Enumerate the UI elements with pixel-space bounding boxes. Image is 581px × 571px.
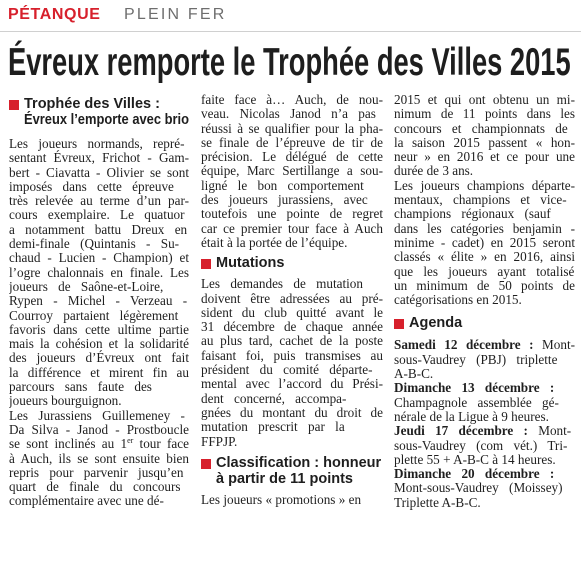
line-text: équipe, Marc Sertillange a sou- [201,163,383,179]
text-line [201,377,383,391]
text-line [9,337,189,351]
text-line [9,437,189,451]
line-text: doivent être adressées au pré- [201,290,383,306]
line-text: car ce premier tour face à Auch [201,220,383,236]
text-line [201,222,383,236]
line-text: ligné le bon comportement [201,177,364,193]
text-line [201,136,383,150]
line-text: gnées du montant du droit de [201,404,383,420]
line-text: Courroy partaient légèrement [9,307,179,323]
line-text: Les joueurs normands, repré- [9,136,185,151]
text-line [9,466,189,480]
line-text: Les demandes de mutation [201,276,363,292]
text-line [9,323,189,337]
text-segment: tour face [133,436,189,452]
line-text: Les joueurs « promotions » en [201,491,362,507]
text-line [201,150,383,164]
line-text: favoris dans cette ultime partie [9,321,189,337]
text-line [394,222,575,236]
text-line [9,208,189,222]
text-line [9,194,189,208]
line-text [394,381,554,395]
text-line [201,392,383,406]
paragraph [394,338,575,381]
line-text [9,437,189,451]
text-segment: se sont inclinés au 1 [9,436,128,452]
text-line [201,349,383,363]
line-text: demi-finale (Quintanis - Su- [9,236,180,252]
article-column-2 [201,93,383,569]
text-line [9,180,189,194]
text-segment: Mont- [527,423,572,439]
line-text: que les joueurs ayant totalisé [394,263,575,279]
heading-line [216,471,383,487]
text-line [201,334,383,348]
line-text: sident du club quitté avant le [201,304,383,320]
text-line [394,122,575,136]
line-text: dent concerné, accompa- [201,390,347,406]
text-line [394,107,575,121]
line-text: se finale de l’épreuve de tir de [201,134,383,150]
text-line [201,435,383,449]
line-text: Da Silva - Janod - Prostboucle [9,421,189,437]
text-line [9,394,189,408]
line-text: neur » en 2016 et ce pour une [394,149,575,165]
paragraph [9,409,189,509]
line-text: Champagnole assemblée gé- [394,394,559,410]
text-line [394,265,575,279]
line-text: mentaux, champions et vice- [394,192,567,208]
text-line [394,236,575,250]
text-line [394,279,575,293]
line-text: 2015 et qui ont obtenu un mi- [394,93,575,107]
text-line [394,179,575,193]
line-text: faisant foi, puis transmises au [201,347,383,363]
line-text: mutation prescrit par la [201,419,345,435]
line-text: un minimum de 50 points de [394,277,575,293]
line-text: quart de finale du concours [9,479,181,495]
text-line [9,366,189,380]
text-line [9,423,189,437]
text-line [394,193,575,207]
line-text: réussi à se qualifier pour la pha- [201,120,383,136]
line-text: des joueurs jurassiens, avec [201,192,368,208]
line-text: veau. Nicolas Janod n’a pas [201,106,376,122]
paragraph [394,467,575,510]
text-line [9,409,189,423]
text-line [9,137,189,151]
line-text: la saison 2015 passent « hon- [394,134,575,150]
text-line [9,380,189,394]
text-line [394,439,575,453]
heading-text: Agenda [409,315,463,332]
line-text [394,424,571,438]
text-line [9,266,189,280]
heading-text: Mutations [216,255,285,272]
text-line [201,164,383,178]
line-text: Triplette A-B-C. [394,494,481,510]
text-line [201,179,383,193]
text-line [394,453,575,467]
line-text: Les Jurassiens Guillemeney - [9,407,185,423]
line-text: Mont-sous-Vaudrey (Moissey) [394,480,563,496]
text-segment: Mont- [533,337,575,353]
article-headline: Évreux remporte le Trophée des Villes 2015 [8,41,571,84]
line-text: à Auch, ils se sont ensuite bien [9,450,189,466]
heading-line [24,112,189,128]
line-text: était à la portée de l’équipe. [201,234,348,250]
text-line [201,320,383,334]
line-text: cours exemplaire. Le quatuor [9,207,185,223]
text-line [394,164,575,178]
line-text: faite face à… Auch, de nou- [201,93,383,107]
text-line [201,292,383,306]
paragraph [9,137,189,409]
line-text: repris pour parvenir jusqu’en [9,464,184,480]
text-line [201,306,383,320]
line-text: 31 décembre de chaque année [201,319,383,335]
article-column-3 [394,93,575,569]
line-text: sous-Vaudrey (com vét.) Tri- [394,437,568,453]
red-square-bullet-icon [394,319,404,329]
text-line [9,223,189,237]
heading-line [409,315,575,331]
text-line [201,493,383,507]
header-divider [0,31,581,32]
line-text [394,338,575,352]
heading-line [216,455,383,471]
line-text: a notamment battu Dreux en [9,221,188,237]
text-line [394,467,575,481]
text-line [9,251,189,265]
paragraph [201,93,383,250]
section-heading [201,255,383,271]
line-text: président du comité départe- [201,362,373,378]
text-line [394,410,575,424]
line-text: concours et championnats de [394,120,568,136]
line-text: joueurs de Saône-et-Loire, [9,278,164,294]
text-line [394,396,575,410]
section-heading [9,96,189,128]
bold-text: Dimanche 13 décembre : [394,380,555,396]
red-square-bullet-icon [9,100,19,110]
text-line [394,150,575,164]
text-line [201,122,383,136]
superscript-text: er [127,436,134,446]
text-line [394,293,575,307]
text-line [201,406,383,420]
text-line [394,93,575,107]
text-line [9,309,189,323]
heading-line [216,255,383,271]
line-text: FFPJP. [201,433,238,449]
text-line [9,280,189,294]
text-line [201,107,383,121]
line-text: classés « élite » en 2016, ainsi [394,249,575,265]
text-line [201,420,383,434]
text-line [201,363,383,377]
line-text: chaud - Lucien - Champion) et [9,250,189,266]
text-line [394,481,575,495]
text-line [201,207,383,221]
red-square-bullet-icon [201,459,211,469]
line-text: Les joueurs champions départe- [394,177,575,193]
section-label: PLEIN FER [124,6,227,23]
line-text: plette 55 + A-B-C à 14 heures. [394,451,556,467]
line-text: précision. Le délégué de cette [201,149,383,165]
paragraph [201,277,383,449]
heading-line [24,96,189,112]
heading-text: Trophée des Villes : [24,96,160,112]
text-line [9,452,189,466]
line-text: Rypen - Michel - Verzeau - [9,293,188,309]
line-text: sentant Évreux, Frichot - Gam- [9,150,189,166]
paragraph [394,93,575,179]
section-heading [394,315,575,331]
line-text: sous-Vaudrey (PBJ) triplette [394,351,558,367]
text-line [394,338,575,352]
line-text: dans les catégories benjamin - [394,220,575,236]
heading-text: Classification : honneur [216,454,382,471]
line-text: la différence et mirent fin au [9,364,189,380]
text-line [9,494,189,508]
text-line [9,480,189,494]
text-line [9,166,189,180]
line-text: parcours sans faute des [9,379,152,395]
text-line [9,294,189,308]
text-line [201,93,383,107]
bold-text: Jeudi 17 décembre : [394,423,528,439]
line-text: complémentaire avec une dé- [9,493,164,509]
paragraph [201,493,383,507]
text-line [394,250,575,264]
line-text: au plus tard, cachet de la poste [201,333,383,349]
text-line [394,207,575,221]
text-line [394,381,575,395]
text-line [201,193,383,207]
paragraph [394,179,575,308]
section-heading [201,455,383,487]
bold-text: Samedi 12 décembre : [394,337,534,353]
line-text: des joueurs d’Évreux ont fait [9,350,189,366]
text-line [9,151,189,165]
line-text: nérale de la Ligue à 9 heures. [394,408,549,424]
line-text: mental avec l’accord du Prési- [201,376,383,392]
line-text: bert - Ciavatta - Olivier se sont [9,164,189,180]
paragraph [394,424,575,467]
text-line [201,236,383,250]
line-text: champions régionaux (sauf [394,206,551,222]
text-line [394,496,575,510]
line-text: imposés dans cette épreuve [9,178,174,194]
line-text [394,467,554,481]
article-column-1 [9,93,189,569]
heading-text: Évreux l’emporte avec brio [24,112,189,128]
rubric-label: PÉTANQUE [8,6,101,23]
line-text: l’ogre chalonnais en finale. Les [9,264,189,280]
line-text: toutefois une pointe de regret [201,206,383,222]
text-line [9,351,189,365]
text-line [394,136,575,150]
text-line [394,353,575,367]
line-text: minime - cadet) en 2015 seront [394,234,575,250]
heading-text: à partir de 11 points [216,470,353,487]
line-text: mais la cohésion et la solidarité [9,336,189,352]
line-text: catégorisations en 2015. [394,292,522,308]
text-line [394,424,575,438]
line-text: joueurs bourguignon. [9,393,122,409]
text-line [394,367,575,381]
text-line [9,237,189,251]
bold-text: Dimanche 20 décembre : [394,466,555,482]
paragraph [394,381,575,424]
line-text: A-B-C. [394,366,434,382]
line-text: nimum de 11 points dans les [394,106,575,122]
text-line [201,277,383,291]
line-text: très relevée au terme d’un par- [9,193,189,209]
red-square-bullet-icon [201,259,211,269]
line-text: durée de 3 ans. [394,163,474,179]
